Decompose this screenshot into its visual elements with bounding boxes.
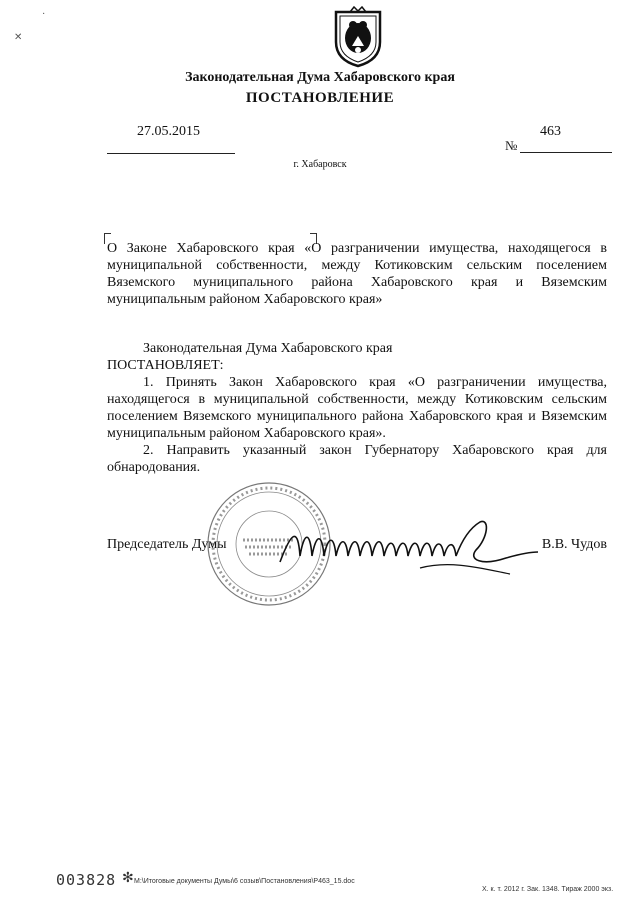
scan-speck: ✕ (14, 32, 23, 43)
scan-speck: · (42, 9, 46, 20)
file-path: M:\Итоговые документы Думы\6 созыв\Постановления\P463_15.doc (134, 878, 355, 885)
resolves-heading: ПОСТАНОВЛЯЕТ: (107, 358, 224, 373)
asterisk-mark: ✻ (122, 871, 134, 886)
document-date: 27.05.2015 (137, 124, 200, 139)
handwritten-signature-icon (270, 510, 540, 580)
document-number: 463 (540, 124, 561, 139)
signatory-name: В.В. Чудов (541, 537, 607, 552)
signatory-title: Председатель Думы (107, 537, 227, 552)
coat-of-arms-icon (330, 6, 386, 68)
document-subject: О Законе Хабаровского края «О разграничении имущества, находящегося в муниципальной собственности, между Котиковским сельским поселением Вяземского муниципального района Хабаровского края и Вяземским муниципальным районом Хабаровского края» (107, 241, 607, 307)
document-body (107, 340, 607, 476)
number-sign: № (505, 138, 518, 153)
resolution-item-1: 1. Принять Закон Хабаровского края «О разграничении имущества, находящегося в муниципальной собственности, между Котиковским сельским поселением Вяземского муниципального района Хабаровского края и Вяземским муниципальным районом Хабаровского края». (107, 375, 607, 441)
print-info: Х. к. т. 2012 г. Зак. 1348. Тираж 2000 экз. (482, 886, 614, 893)
organization-title: Законодательная Дума Хабаровского края (185, 70, 455, 85)
document-serial-number: 003828 (56, 871, 117, 889)
document-type: ПОСТАНОВЛЕНИЕ (245, 90, 395, 106)
city: г. Хабаровск (293, 159, 347, 170)
date-underline (107, 153, 235, 154)
preamble: Законодательная Дума Хабаровского края (143, 341, 393, 356)
number-underline (520, 152, 612, 153)
resolution-item-2: 2. Направить указанный закон Губернатору Хабаровского края для обнародования. (107, 443, 607, 475)
